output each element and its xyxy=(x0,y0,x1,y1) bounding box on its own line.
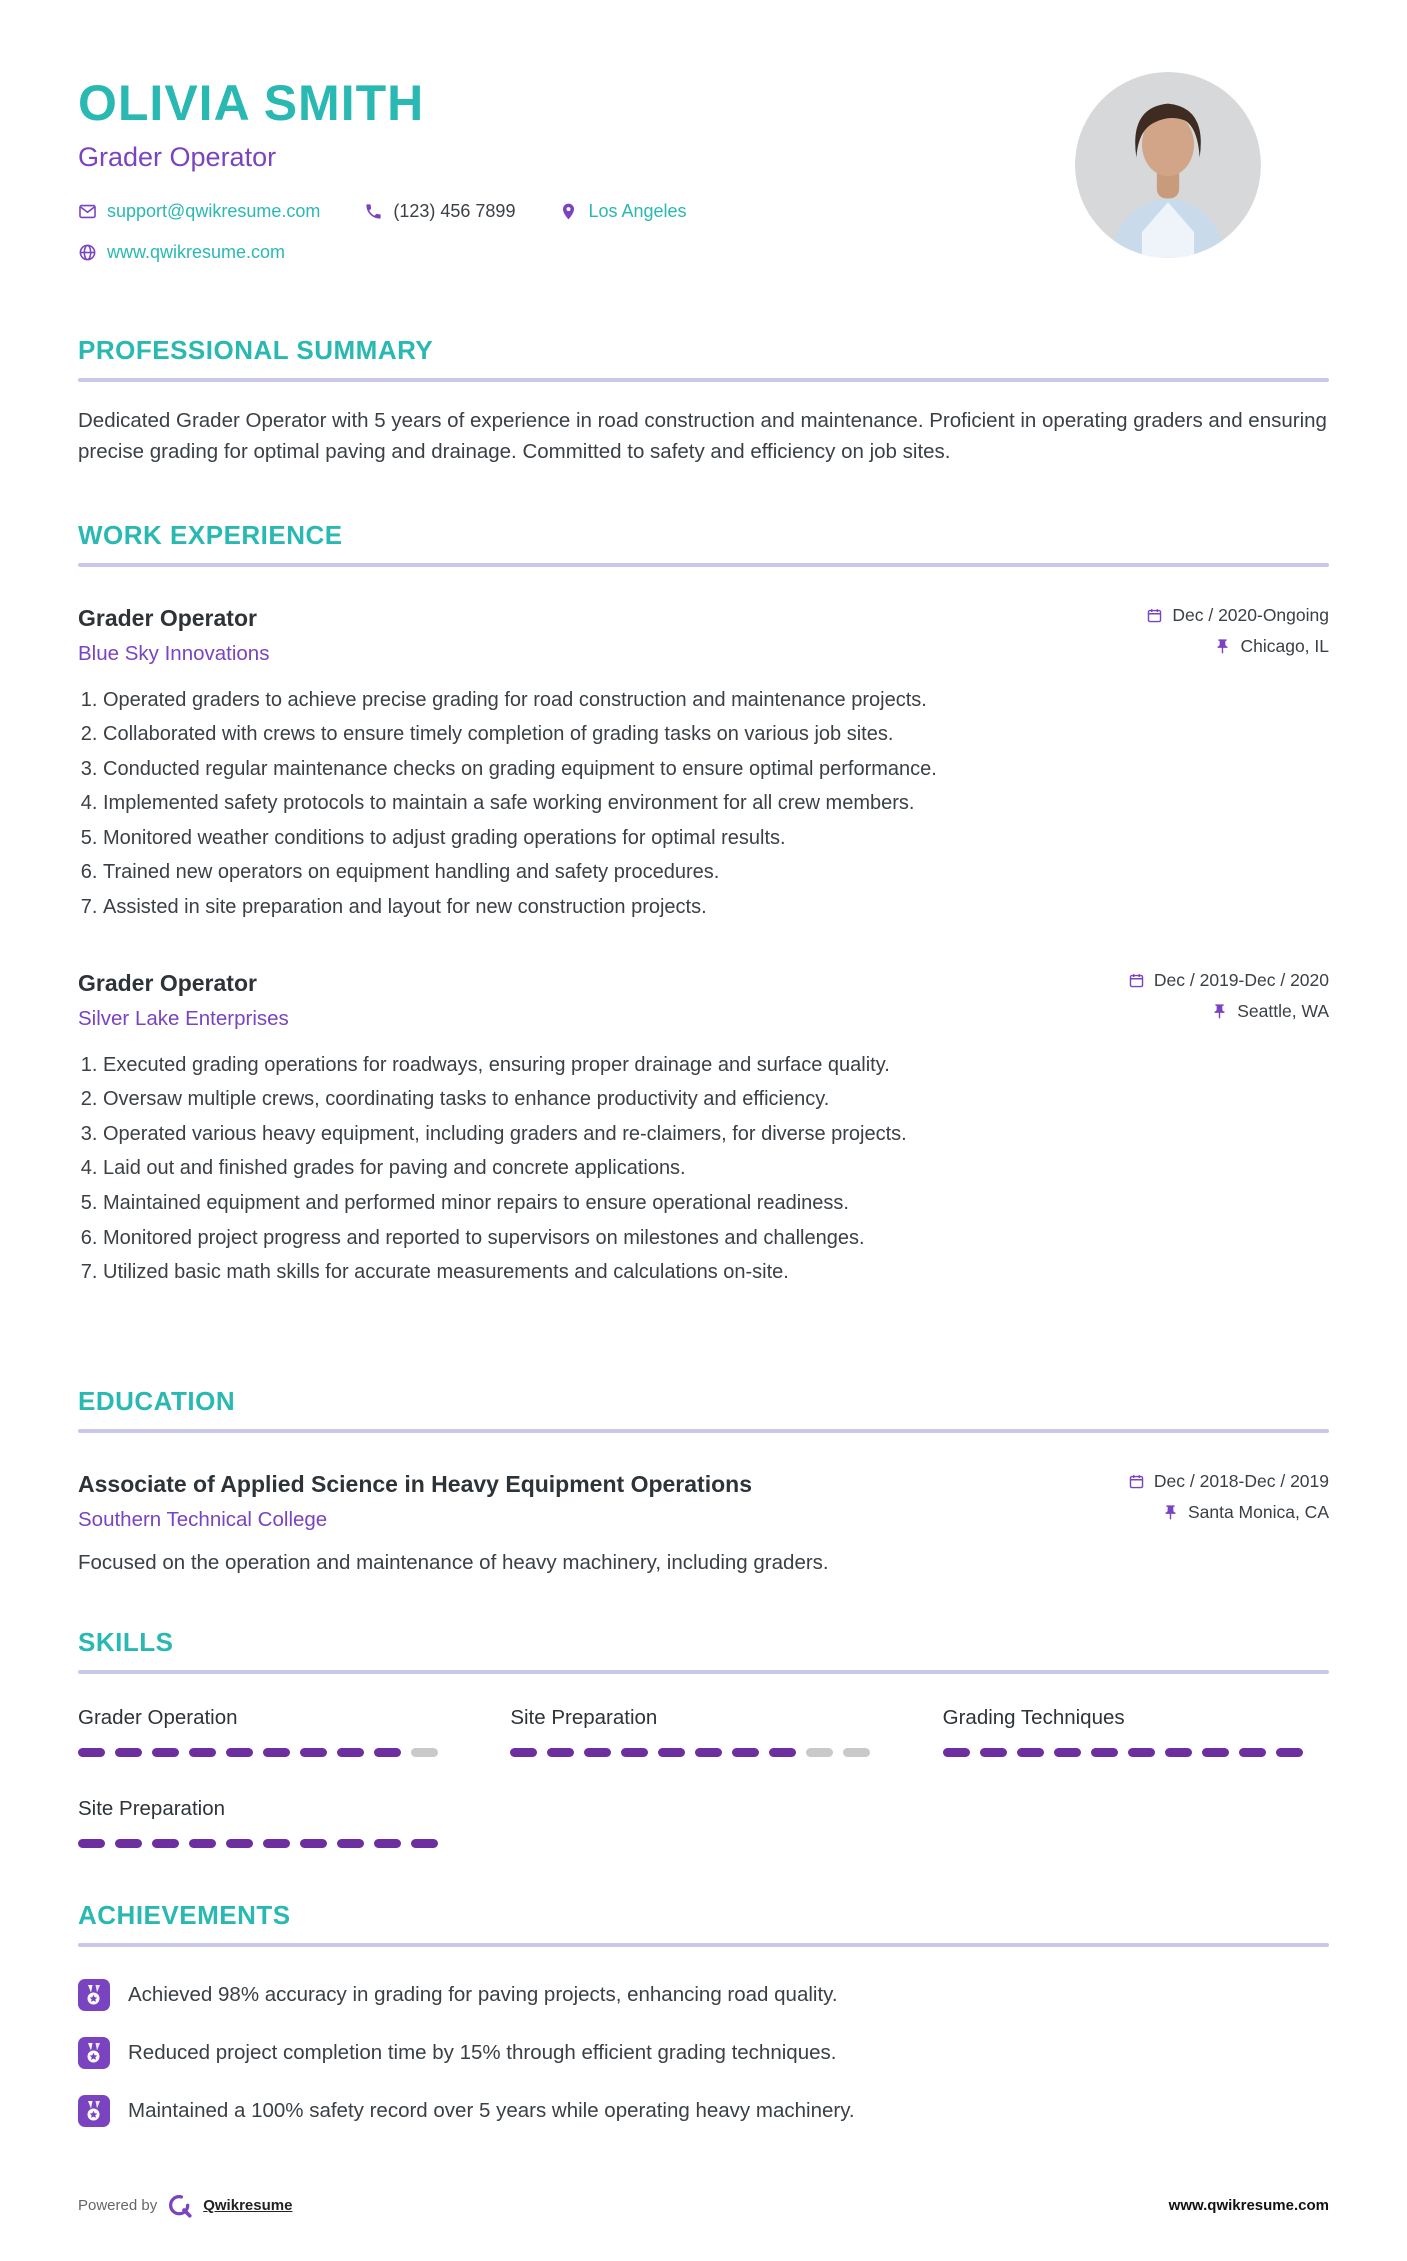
skill-level-bar xyxy=(78,1748,464,1757)
skill-level-bar xyxy=(943,1748,1329,1757)
skill-segment xyxy=(806,1748,833,1757)
contact-location[interactable] xyxy=(559,201,686,222)
skill-name: Site Preparation xyxy=(78,1796,226,1820)
map-marker-icon xyxy=(559,202,578,221)
skill-item xyxy=(943,1706,1329,1757)
job-bullet: 2. Oversaw multiple crews, coordinating tasks to enhance productivity and efficiency. xyxy=(103,1086,1329,1114)
achievement-text: Reduced project completion time by 15% through efficient grading techniques. xyxy=(128,2040,837,2064)
skill-segment xyxy=(115,1748,142,1757)
heading-rule xyxy=(78,378,1329,382)
job-location: Chicago, IL xyxy=(1240,635,1329,656)
qwikresume-brand-link[interactable]: Qwikresume xyxy=(203,2197,293,2215)
skill-segment xyxy=(843,1748,870,1757)
job-title-block xyxy=(78,970,289,1031)
achievements-list xyxy=(78,1979,1329,2127)
job-bullet-list xyxy=(78,687,1329,922)
contact-website[interactable] xyxy=(78,242,285,263)
skill-segment xyxy=(1202,1748,1229,1757)
contact-phone[interactable] xyxy=(364,201,515,222)
job-meta xyxy=(1146,605,1329,667)
candidate-title: Grader Operator xyxy=(78,142,277,172)
job-dates: Dec / 2019-Dec / 2020 xyxy=(1153,969,1329,990)
skill-segment xyxy=(621,1748,648,1757)
education-heading: EDUCATION xyxy=(78,1385,236,1416)
skill-segment xyxy=(374,1839,401,1848)
job-bullet: 6. Monitored project progress and reported to supervisors on milestones and challenges. xyxy=(103,1225,1329,1253)
medal-icon xyxy=(78,2037,110,2069)
job-title-block xyxy=(78,605,269,666)
section-education xyxy=(78,1386,1329,1575)
job-entry-2 xyxy=(78,970,1329,1287)
skill-segment xyxy=(1165,1748,1192,1757)
contact-website-text: www.qwikresume.com xyxy=(107,242,286,262)
job-dates: Dec / 2020-Ongoing xyxy=(1172,604,1329,625)
skill-segment xyxy=(1054,1748,1081,1757)
achievement-item xyxy=(78,1979,1329,2011)
powered-by-label: Powered by xyxy=(78,2197,158,2215)
skill-segment xyxy=(300,1748,327,1757)
job-bullet: 7. Assisted in site preparation and layout for new construction projects. xyxy=(103,894,1329,922)
education-title-block xyxy=(78,1471,752,1532)
qwikresume-logo-icon xyxy=(167,2193,193,2219)
job-bullet: 7. Utilized basic math skills for accurate measurements and calculations on-site. xyxy=(103,1259,1329,1287)
contact-row-1 xyxy=(78,201,687,222)
education-location: Santa Monica, CA xyxy=(1187,1501,1329,1522)
globe-icon xyxy=(78,243,97,262)
candidate-name: OLIVIA SMITH xyxy=(78,75,425,131)
skill-name: Grader Operation xyxy=(78,1705,238,1729)
job-bullet: 4. Implemented safety protocols to maintain a safe working environment for all crew members. xyxy=(103,790,1329,818)
calendar-icon xyxy=(1128,1473,1145,1490)
skill-segment xyxy=(263,1839,290,1848)
education-description: Focused on the operation and maintenance of heavy machinery, including graders. xyxy=(78,1550,829,1574)
contact-email[interactable] xyxy=(78,201,320,222)
heading-rule xyxy=(78,1670,1329,1674)
job-bullet: 5. Maintained equipment and performed minor repairs to ensure operational readiness. xyxy=(103,1190,1329,1218)
heading-rule xyxy=(78,1943,1329,1947)
pushpin-icon xyxy=(1214,638,1231,655)
header-identity xyxy=(78,68,687,283)
pushpin-icon xyxy=(1162,1504,1179,1521)
job-company: Silver Lake Enterprises xyxy=(78,1006,289,1030)
skill-segment xyxy=(411,1839,438,1848)
page-footer xyxy=(78,2153,1329,2219)
footer-website-link[interactable]: www.qwikresume.com xyxy=(1168,2197,1329,2215)
skill-segment xyxy=(78,1839,105,1848)
skill-segment xyxy=(78,1748,105,1757)
job-location-line xyxy=(1146,636,1329,657)
job-company: Blue Sky Innovations xyxy=(78,641,270,665)
resume-header xyxy=(78,68,1329,283)
achievement-item xyxy=(78,2037,1329,2069)
skill-segment xyxy=(1239,1748,1266,1757)
education-degree: Associate of Applied Science in Heavy Equipment Operations xyxy=(78,1470,752,1497)
skill-segment xyxy=(226,1839,253,1848)
skills-heading: SKILLS xyxy=(78,1626,174,1657)
heading-rule xyxy=(78,1429,1329,1433)
job-title: Grader Operator xyxy=(78,969,257,996)
skill-segment xyxy=(980,1748,1007,1757)
job-bullet: 1. Executed grading operations for roadways, ensuring proper drainage and surface quality. xyxy=(103,1052,1329,1080)
skill-segment xyxy=(152,1839,179,1848)
skill-segment xyxy=(189,1748,216,1757)
skill-segment xyxy=(584,1748,611,1757)
profile-photo xyxy=(1075,72,1261,258)
job-entry-1 xyxy=(78,605,1329,922)
phone-icon xyxy=(364,202,383,221)
job-bullet: 5. Monitored weather conditions to adjust grading operations for optimal results. xyxy=(103,825,1329,853)
skill-segment xyxy=(943,1748,970,1757)
contact-phone-text: (123) 456 7899 xyxy=(393,201,516,221)
skill-segment xyxy=(226,1748,253,1757)
contact-row-2 xyxy=(78,242,687,263)
skill-segment xyxy=(337,1748,364,1757)
skill-item xyxy=(510,1706,896,1757)
envelope-icon xyxy=(78,202,97,221)
job-bullet: 6. Trained new operators on equipment handling and safety procedures. xyxy=(103,859,1329,887)
education-entry xyxy=(78,1471,1329,1575)
education-dates: Dec / 2018-Dec / 2019 xyxy=(1153,1470,1329,1491)
job-bullet: 3. Operated various heavy equipment, including graders and re-claimers, for diverse projects. xyxy=(103,1121,1329,1149)
skill-segment xyxy=(1128,1748,1155,1757)
skill-segment xyxy=(732,1748,759,1757)
achievement-item xyxy=(78,2095,1329,2127)
experience-heading: WORK EXPERIENCE xyxy=(78,519,343,550)
skill-segment xyxy=(411,1748,438,1757)
skill-name: Site Preparation xyxy=(510,1705,658,1729)
skill-segment xyxy=(115,1839,142,1848)
skill-segment xyxy=(695,1748,722,1757)
profile-photo-placeholder xyxy=(1075,72,1261,258)
job-bullet-list xyxy=(78,1052,1329,1287)
heading-rule xyxy=(78,563,1329,567)
job-bullet: 2. Collaborated with crews to ensure timely completion of grading tasks on various job sites. xyxy=(103,721,1329,749)
skill-segment xyxy=(300,1839,327,1848)
job-bullet: 4. Laid out and finished grades for paving and concrete applications. xyxy=(103,1155,1329,1183)
job-bullet: 3. Conducted regular maintenance checks on grading equipment to ensure optimal performance. xyxy=(103,756,1329,784)
powered-by xyxy=(78,2193,292,2219)
medal-icon xyxy=(78,1979,110,2011)
education-school: Southern Technical College xyxy=(78,1507,328,1531)
job-bullet: 1. Operated graders to achieve precise grading for road construction and maintenance projects. xyxy=(103,687,1329,715)
skill-segment xyxy=(1091,1748,1118,1757)
education-meta xyxy=(1128,1471,1329,1533)
section-work-experience xyxy=(78,520,1329,1294)
skill-segment xyxy=(510,1748,537,1757)
job-entry-head xyxy=(78,605,1329,667)
job-dates-line xyxy=(1146,605,1329,626)
skill-segment xyxy=(1276,1748,1303,1757)
skill-segment xyxy=(769,1748,796,1757)
achievement-text: Achieved 98% accuracy in grading for paving projects, enhancing road quality. xyxy=(128,1982,838,2006)
skill-segment xyxy=(658,1748,685,1757)
skill-item xyxy=(78,1797,464,1848)
education-location-line xyxy=(1128,1502,1329,1523)
education-entry-head xyxy=(78,1471,1329,1533)
calendar-icon xyxy=(1146,607,1163,624)
section-achievements xyxy=(78,1900,1329,2153)
job-location: Seattle, WA xyxy=(1237,1000,1329,1021)
skill-segment xyxy=(263,1748,290,1757)
skill-segment xyxy=(374,1748,401,1757)
job-location-line xyxy=(1128,1001,1329,1022)
job-title: Grader Operator xyxy=(78,604,257,631)
contact-email-text: support@qwikresume.com xyxy=(107,201,321,221)
job-entry-head xyxy=(78,970,1329,1032)
skill-level-bar xyxy=(78,1839,464,1848)
pushpin-icon xyxy=(1211,1003,1228,1020)
contact-info xyxy=(78,201,687,263)
medal-icon xyxy=(78,2095,110,2127)
education-dates-line xyxy=(1128,1471,1329,1492)
calendar-icon xyxy=(1128,972,1145,989)
skill-item xyxy=(78,1706,464,1757)
achievements-heading: ACHIEVEMENTS xyxy=(78,1899,291,1930)
skill-name: Grading Techniques xyxy=(942,1705,1125,1729)
contact-location-text: Los Angeles xyxy=(588,201,687,221)
skill-segment xyxy=(152,1748,179,1757)
achievement-text: Maintained a 100% safety record over 5 years while operating heavy machinery. xyxy=(128,2098,855,2122)
job-meta xyxy=(1128,970,1329,1032)
summary-heading: PROFESSIONAL SUMMARY xyxy=(78,335,434,365)
skill-segment xyxy=(547,1748,574,1757)
section-skills xyxy=(78,1627,1329,1848)
summary-text: Dedicated Grader Operator with 5 years of experience in road construction and maintenance. Proficient in operating graders and ensuring precise grading for optimal paving and drainage. Committed to safety and efficiency on job sites. xyxy=(78,409,1327,463)
skill-level-bar xyxy=(510,1748,896,1757)
skill-segment xyxy=(1017,1748,1044,1757)
section-professional-summary xyxy=(78,335,1329,468)
skill-segment xyxy=(189,1839,216,1848)
skills-grid xyxy=(78,1706,1329,1848)
skill-segment xyxy=(337,1839,364,1848)
job-dates-line xyxy=(1128,970,1329,991)
